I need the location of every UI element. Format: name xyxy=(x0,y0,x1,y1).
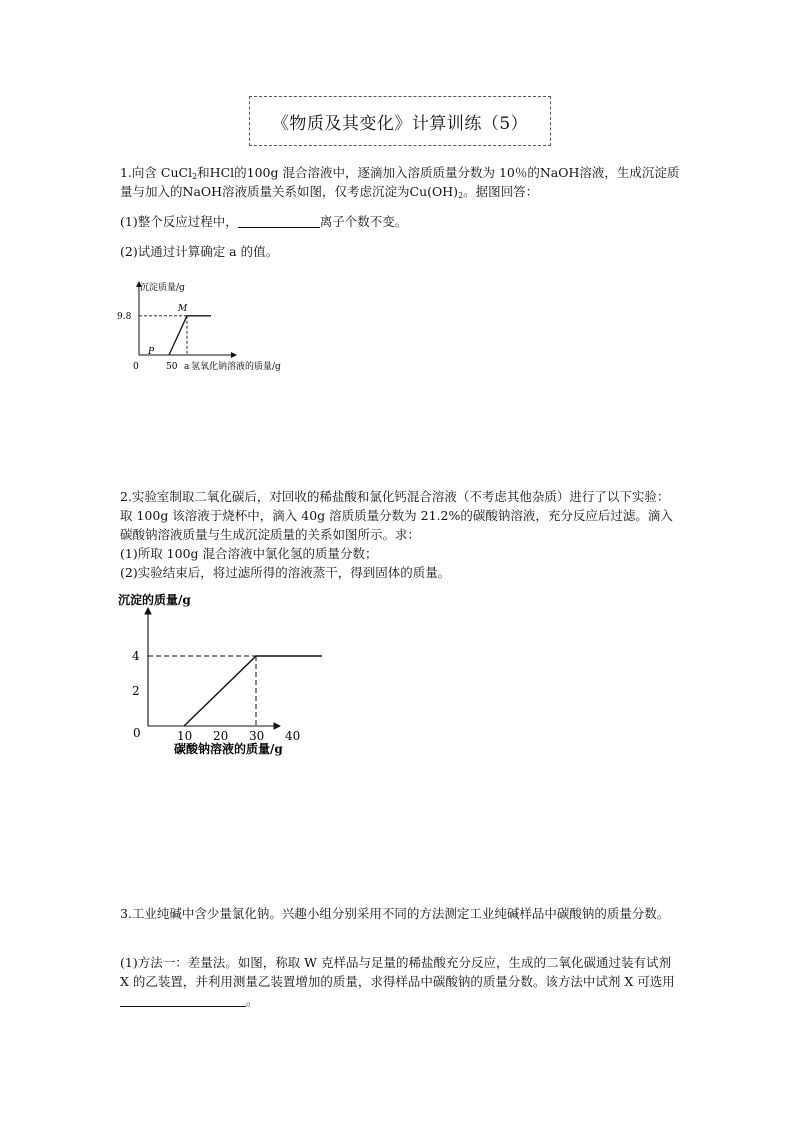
answer-blank[interactable] xyxy=(238,214,320,228)
chart1-series-line xyxy=(169,316,211,355)
chart2-y-tick: 2 xyxy=(132,684,140,698)
chart1-xlabel: 氢氧化钠溶液的质量/g xyxy=(191,362,281,372)
q2-sub1: (1)所取 100g 混合溶液中氯化氢的质量分数； xyxy=(120,546,378,561)
chart2-series-line xyxy=(184,656,322,726)
chart1-point-p: P xyxy=(148,347,155,357)
chart1-x-tick: 0 xyxy=(133,362,139,372)
chart2-x-tick: 30 xyxy=(249,729,265,743)
chart2-y-tick: 4 xyxy=(132,649,140,663)
chart1-y-tick: 9.8 xyxy=(117,311,132,322)
chart2-x-tick: 10 xyxy=(177,729,193,743)
chart1-x-tick: 50 xyxy=(166,362,178,372)
chart1-ylabel: 沉淀质量/g xyxy=(140,283,185,293)
chart1-point-m: M xyxy=(178,304,188,314)
answer-blank[interactable] xyxy=(120,993,246,1007)
q1-intro: 1.向含 CuCl$_2$和HCl的100g 混合溶液中，逐滴加入溶质质量分数为 10％的NaOH溶液，生成沉淀质量与加入的NaOH溶液质量关系如图，仅考虑沉淀为$Cu(OH)_2$。据图回答： xyxy=(120,165,680,200)
chart2-xlabel: 碳酸钠溶液的质量/g xyxy=(174,742,283,756)
q3-intro: 3.工业纯碱中含少量氯化钠。兴趣小组分别采用不同的方法测定工业纯碱样品中碳酸钠的质量分数。 xyxy=(120,906,670,921)
q1-sub2: (2)试通过计算确定 a 的值。 xyxy=(120,244,279,259)
q3-sub1: (1)方法一：差量法。如图，称取 W 克样品与足量的稀盐酸充分反应，生成的二氧化碳通过装有试剂 X 的乙装置，并利用测量乙装置增加的质量，求得样品中碳酸钠的质量分数。该方法中试剂 X 可选用。 xyxy=(120,955,675,1008)
chart2-x-tick: 20 xyxy=(213,729,229,743)
chart1-x-tick: a xyxy=(184,362,190,372)
q2-sub2: (2)实验结束后，将过滤所得的溶液蒸干，得到固体的质量。 xyxy=(120,565,451,580)
q2-intro: 2.实验室制取二氧化碳后，对回收的稀盐酸和氯化钙混合溶液（不考虑其他杂质）进行了以下实验：取 100g 该溶液于烧杯中，滴入 40g 溶质质量分数为 21.2%的碳酸钠溶液，充分反应后过滤。滴入碳酸钠溶液质量与生成沉淀质量的关系如图所示。求： xyxy=(120,489,673,542)
q2-chart xyxy=(112,586,322,766)
q1-chart xyxy=(110,276,320,376)
chart2-x-tick: 40 xyxy=(285,729,301,743)
chart2-origin: 0 xyxy=(133,726,141,740)
chart2-ylabel: 沉淀的质量/g xyxy=(118,593,191,607)
page-title: 《物质及其变化》计算训练（5） xyxy=(249,96,551,146)
q1-sub1: (1)整个反应过程中， 离子个数不变。 xyxy=(120,214,408,229)
